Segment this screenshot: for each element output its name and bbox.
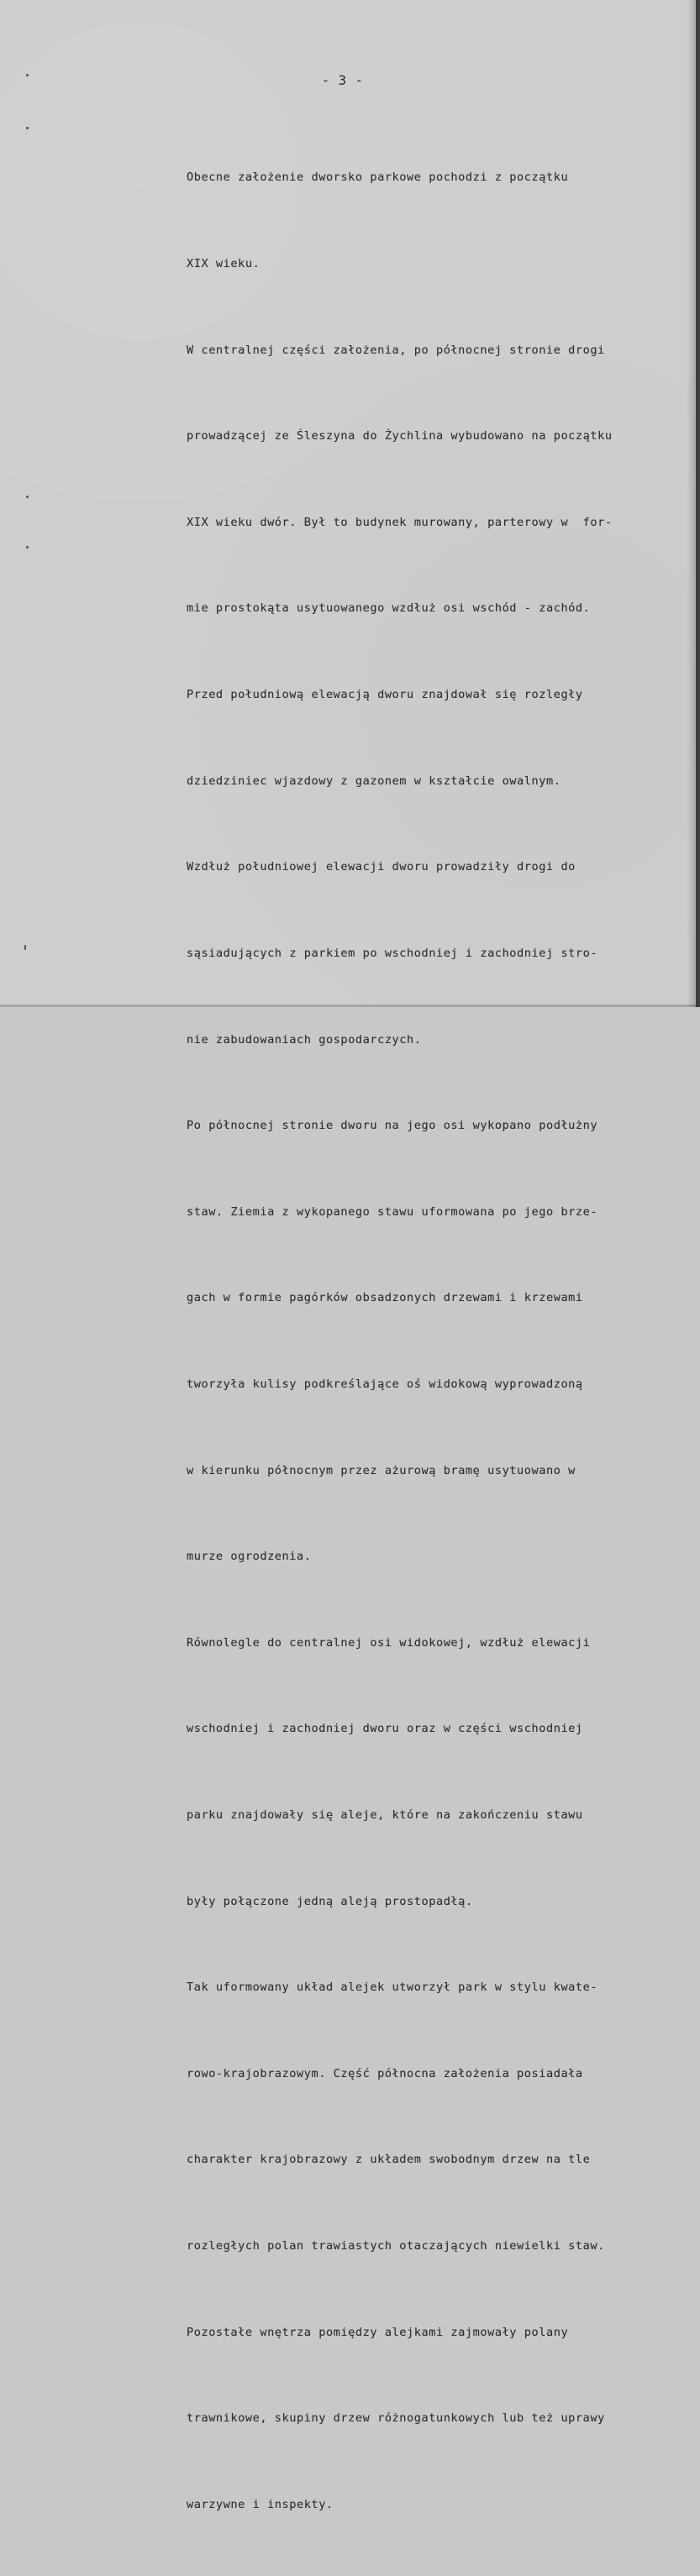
text-line: wschodniej i zachodniej dworu oraz w części wschodniej [187,1722,583,1736]
text-line: Po północnej stronie dworu na jego osi wykopano podłużny [187,1119,598,1133]
text-line: gach w formie pagórków obsadzonych drzewami i krzewami [187,1291,583,1305]
page-number: - 3 - [321,72,364,88]
text-line: warzywne i inspekty. [187,2497,334,2511]
text-line: były połączone jedną aleją prostopadłą. [187,1894,473,1908]
text-line: Pozostałe wnętrza pomiędzy alejkami zajmowały polany [187,2325,569,2339]
page-right-edge [696,0,700,1007]
text-line: XIX wieku dwór. Był to budynek murowany, parterowy w for- [187,515,613,529]
text-line: prowadzącej ze Śleszyna do Żychlina wybudowano na początku [187,429,613,443]
text-line: XIX wieku. [187,257,261,271]
text-line: charakter krajobrazowy z układem swobodnym drzew na tle [187,2153,591,2167]
text-line: rowo-krajobrazowym. Część północna założenia posiadała [187,2066,583,2080]
text-line: murze ogrodzenia. [187,1550,312,1564]
text-line: tworzyła kulisy podkreślające oś widokową wyprowadzoną [187,1377,583,1391]
text-line: Wzdłuż południowej elewacji dworu prowadziły drogi do [187,860,576,874]
text-line: trawnikowe, skupiny drzew różnogatunkowych lub też uprawy [187,2411,605,2426]
scan-speck-mark [26,74,29,76]
scan-speck-mark [26,546,29,548]
text-line: Tak uformowany układ alejek utworzył park w stylu kwate- [187,1981,598,1995]
text-line: rozległych polan trawiastych otaczających niewielki staw. [187,2239,605,2253]
text-line: Przed południową elewacją dworu znajdował się rozległy [187,688,583,702]
text-line: mie prostokąta usytuowanego wzdłuż osi wschód - zachód. [187,601,591,616]
text-line: staw. Ziemia z wykopanego stawu uformowana po jego brze- [187,1204,598,1219]
typed-text-body [187,106,689,2576]
scan-speck-mark [26,127,29,129]
scan-speck-mark [26,496,29,498]
text-line: Równolegle do centralnej osi widokowej, wzdłuż elewacji [187,1635,591,1650]
text-line: nie zabudowaniach gospodarczych. [187,1032,422,1047]
text-line: dziedziniec wjazdowy z gazonem w kształcie owalnym. [187,774,561,788]
text-line: Obecne założenie dworsko parkowe pochodzi z początku [187,171,569,185]
text-line: w kierunku północnym przez ażurową bramę usytuowano w [187,1463,576,1477]
text-line: sąsiadujących z parkiem po wschodniej i zachodniej stro- [187,946,598,960]
scan-speck-mark [24,945,26,950]
text-line: parku znajdowały się aleje, które na zakończeniu stawu [187,1807,583,1822]
text-line: W centralnej części założenia, po północnej stronie drogi [187,343,605,357]
